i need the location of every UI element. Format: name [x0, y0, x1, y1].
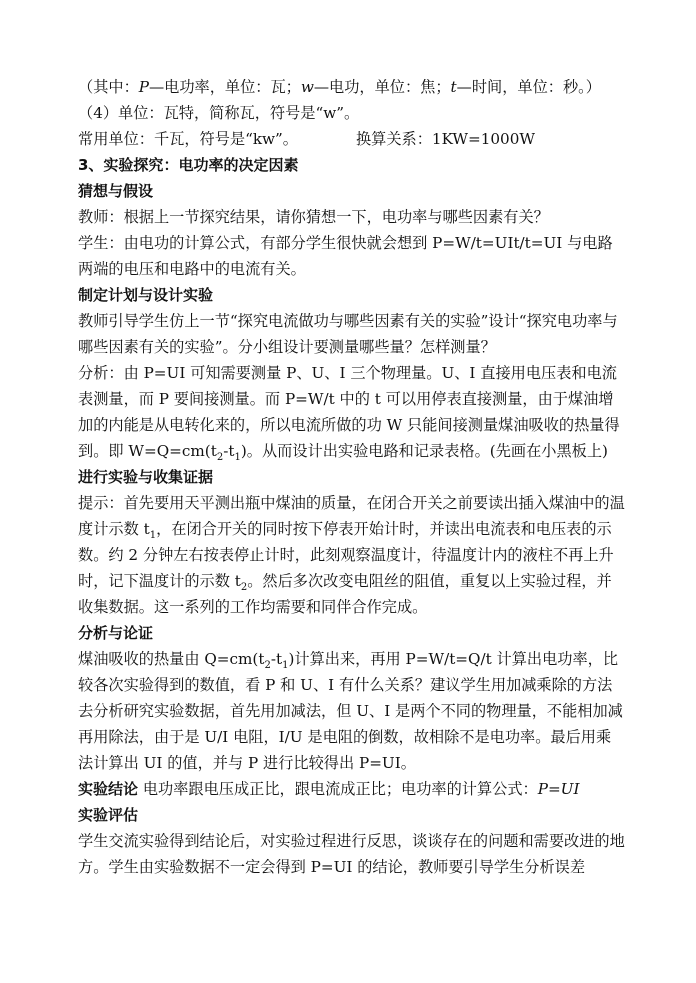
conclusion-heading: 实验结论: [78, 780, 139, 798]
paragraph-tip: [78, 490, 626, 620]
text: )计算出来，再用 P=W/t=Q/t 计算出电功率，比较各次实验得到的数值，看 P 和 U、I 有什么关系？建议学生用加减乘除的方法去分析研究实验数据，首先用加减法，但 U、I 是两个不同的物理量，不能相加减再用除法，由于是 U/I 电阻，I/U 是电阻的倒数，故相除不是电功率。最后用乘法计算出 UI 的值，并与 P 进行比较得出 P=UI。: [78, 650, 623, 772]
section-heading: 3、实验探究：电功率的决定因素: [78, 156, 299, 174]
text: -t: [223, 442, 235, 460]
text: 电功率跟电压成正比，跟电流成正比；电功率的计算公式：: [138, 780, 538, 798]
subscript: 1: [149, 530, 157, 542]
subscript: 2: [216, 452, 224, 464]
document-page: [78, 74, 626, 880]
paragraph-teacher: 教师：根据上一节探究结果，请你猜想一下，电功率与哪些因素有关？: [78, 208, 549, 226]
text: —时间，单位：秒。）: [456, 78, 601, 96]
text: 提示：首先要用天平测出瓶中煤油的质量，在闭合开关之前要读出插入煤油中的温度计示数 t: [78, 494, 625, 538]
subheading-analysis: 分析与论证: [78, 624, 154, 642]
common-unit-line: [78, 126, 626, 152]
symbol-t: t: [450, 78, 457, 96]
subscript: 1: [282, 660, 289, 672]
text: -t: [270, 650, 283, 668]
symbol-p: P: [138, 78, 149, 96]
subheading-plan: 制定计划与设计实验: [78, 286, 214, 304]
text: )。从而设计出实验电路和记录表格。(先画在小黑板上): [240, 442, 608, 460]
subscript: 2: [240, 582, 248, 594]
text: （其中：: [78, 78, 139, 96]
definition-line: [78, 74, 626, 100]
text: —电功，单位：焦；: [313, 78, 451, 96]
paragraph-plan: 教师引导学生仿上一节“探究电流做功与哪些因素有关的实验”设计“探究电功率与哪些因素有关的实验”。分小组设计要测量哪些量？怎样测量？: [78, 312, 618, 356]
subheading-evaluation: 实验评估: [78, 806, 139, 824]
subheading-experiment: 进行实验与收集证据: [78, 468, 214, 486]
subscript: 1: [234, 452, 241, 464]
paragraph-evaluation: 学生交流实验得到结论后，对实验过程进行反思，谈谈存在的问题和需要改进的地方。学生由实验数据不一定会得到 P=UI 的结论，教师要引导学生分析误差: [78, 832, 625, 876]
text: ，在闭合开关的同时按下停表开始计时，并读出电流表和电压表的示数。约 2 分钟左右按表停止计时，此刻观察温度计，待温度计内的液柱不再上升时，记下温度计的示数 t: [78, 520, 614, 590]
text: 。然后多次改变电阻丝的阻值，重复以上实验过程，并收集数据。这一系列的工作均需要和同伴合作完成。: [78, 572, 612, 616]
text: 煤油吸收的热量由 Q=cm(t: [78, 650, 265, 668]
conclusion-line: [78, 776, 626, 802]
subscript: 2: [264, 660, 271, 672]
text: 分析：由 P=UI 可知需要测量 P、U、I 三个物理量。U、I 直接用电压表和电流表测量，而 P 要间接测量。而 P=W/t 中的 t 可以用停表直接测量，由于煤油增加的内能是从电转化来的，所以电流所做的功 W 只能间接测量煤油吸收的热量得到。即 W=Q=cm(t: [78, 364, 620, 460]
formula: P=UI: [537, 780, 580, 798]
paragraph-analysis-proof: [78, 646, 626, 776]
paragraph-analysis: [78, 360, 626, 464]
text: 换算关系：1KW=1000W: [355, 130, 535, 148]
text: 常用单位：千瓦，符号是“kw”。: [78, 130, 298, 148]
unit-line: （4）单位：瓦特，简称瓦，符号是“w”。: [78, 104, 360, 122]
text: —电功率，单位：瓦；: [148, 78, 301, 96]
paragraph-student: 学生：由电功的计算公式，有部分学生很快就会想到 P=W/t=UIt/t=UI 与电路两端的电压和电路中的电流有关。: [78, 234, 613, 278]
symbol-w: w: [300, 78, 314, 96]
subheading-guess: 猜想与假设: [78, 182, 154, 200]
